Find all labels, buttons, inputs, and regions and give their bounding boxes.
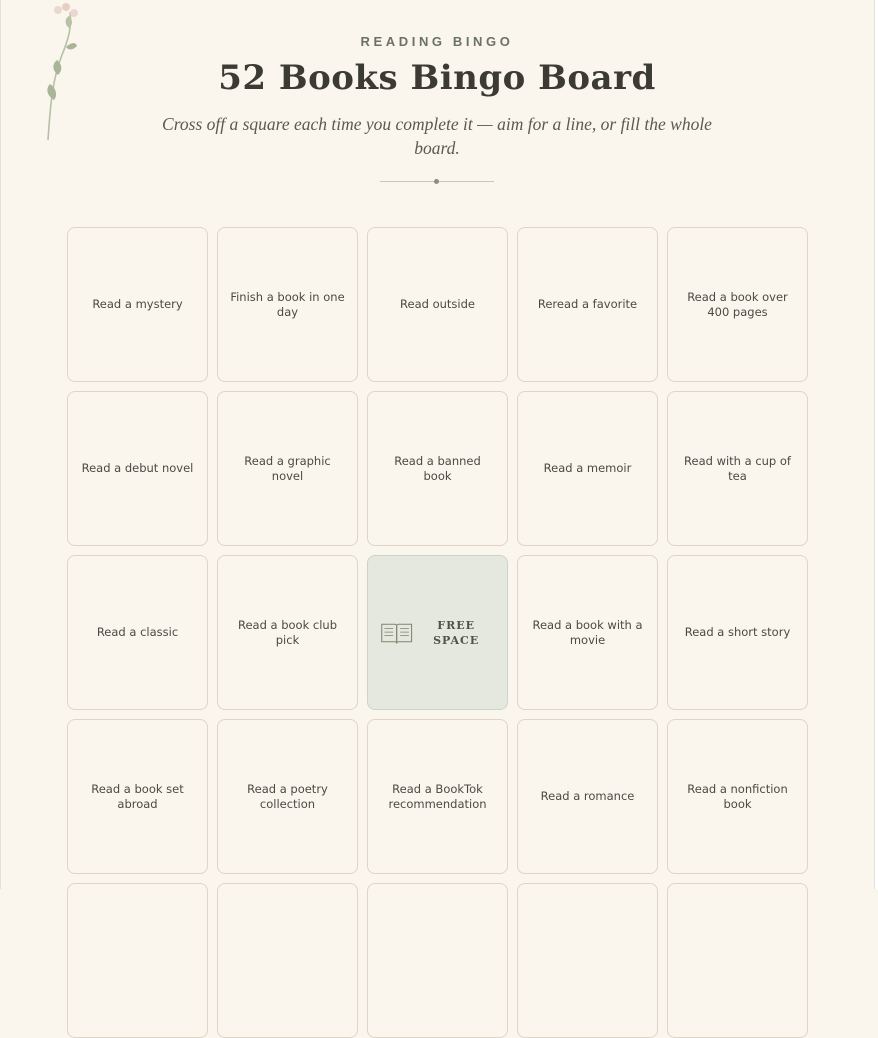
bingo-square-label: Read a book over 400 pages bbox=[687, 289, 788, 319]
bingo-square[interactable] bbox=[67, 719, 208, 874]
bingo-square[interactable] bbox=[217, 391, 358, 546]
bingo-square[interactable] bbox=[667, 391, 808, 546]
bingo-square[interactable] bbox=[217, 883, 358, 1038]
bingo-square[interactable] bbox=[367, 883, 508, 1038]
bingo-square[interactable] bbox=[667, 555, 808, 710]
bingo-square[interactable] bbox=[517, 719, 658, 874]
bingo-square-label: Finish a book in one day bbox=[230, 289, 345, 319]
bingo-square-label: Read a mystery bbox=[92, 297, 183, 311]
bingo-square[interactable] bbox=[217, 719, 358, 874]
open-book-icon bbox=[380, 619, 413, 647]
bingo-square[interactable] bbox=[517, 391, 658, 546]
bingo-square[interactable] bbox=[367, 719, 508, 874]
bingo-square[interactable] bbox=[67, 555, 208, 710]
bingo-square-label: Read a book club pick bbox=[237, 617, 338, 647]
bingo-square-label: Read a classic bbox=[96, 625, 179, 639]
bingo-square-label: Read a book with a movie bbox=[532, 617, 643, 647]
bingo-free-space[interactable] bbox=[367, 555, 508, 710]
bingo-square-label: Read a short story bbox=[684, 625, 791, 639]
bingo-square-label: Read with a cup of tea bbox=[684, 453, 791, 483]
bingo-square-label: Read a book set abroad bbox=[91, 781, 184, 811]
bingo-square-label: Reread a favorite bbox=[537, 297, 638, 311]
bingo-square[interactable] bbox=[517, 883, 658, 1038]
bingo-square-label: Read a memoir bbox=[543, 461, 632, 475]
bingo-square[interactable] bbox=[217, 227, 358, 382]
page-scrollbar-track[interactable] bbox=[874, 0, 878, 889]
bingo-square[interactable] bbox=[217, 555, 358, 710]
bingo-square-label: Read outside bbox=[400, 297, 475, 311]
page-title: 52 Books Bingo Board bbox=[218, 58, 656, 98]
page-edge-left bbox=[0, 0, 1, 889]
bingo-board bbox=[67, 227, 808, 1038]
bingo-square[interactable] bbox=[667, 883, 808, 1038]
bingo-square-label: Read a graphic novel bbox=[244, 453, 331, 483]
bingo-square-label: Read a BookTok recommendation bbox=[388, 781, 487, 811]
bingo-square-label: Read a poetry collection bbox=[247, 781, 328, 811]
bingo-square-label: Read a nonfiction book bbox=[687, 781, 788, 811]
bingo-square-label: Read a debut novel bbox=[81, 461, 194, 475]
bingo-square[interactable] bbox=[67, 883, 208, 1038]
page-subtitle: Cross off a square each time you complete it — aim for a line, or fill the whole board. bbox=[162, 114, 712, 158]
page-eyebrow: READING BINGO bbox=[360, 34, 514, 49]
bingo-square[interactable] bbox=[367, 391, 508, 546]
divider-dot bbox=[434, 179, 439, 184]
bingo-square[interactable] bbox=[67, 227, 208, 382]
bingo-square-label: Read a romance bbox=[540, 789, 635, 803]
bingo-square[interactable] bbox=[667, 227, 808, 382]
bingo-square[interactable] bbox=[67, 391, 208, 546]
free-space-label: FREE SPACE bbox=[433, 618, 480, 647]
bingo-square[interactable] bbox=[667, 719, 808, 874]
bingo-square[interactable] bbox=[517, 227, 658, 382]
bingo-square-label: Read a banned book bbox=[394, 453, 481, 483]
bingo-square[interactable] bbox=[517, 555, 658, 710]
bingo-square[interactable] bbox=[367, 227, 508, 382]
